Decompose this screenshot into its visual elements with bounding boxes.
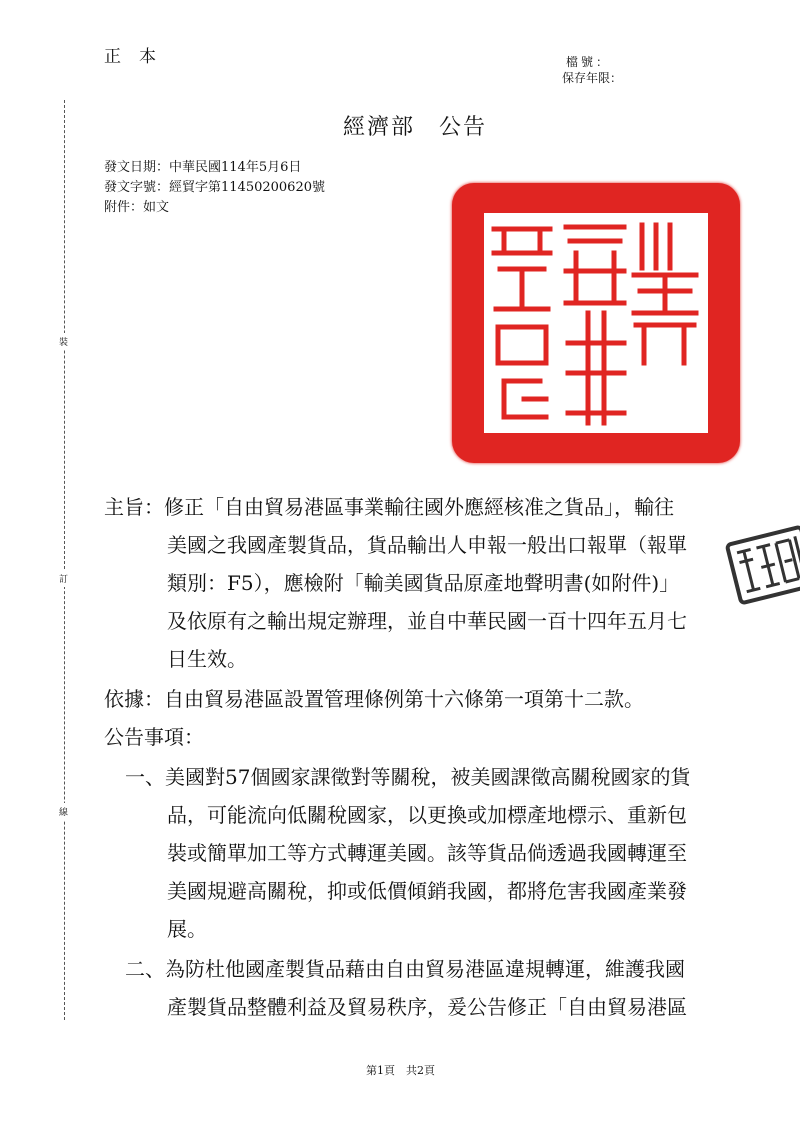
- basis-line: 依據：自由貿易港區設置管理條例第十六條第一項第十二款。: [104, 687, 644, 711]
- binding-mark-zhuang: 裝: [59, 333, 68, 350]
- document-title: 經濟部 公告: [343, 115, 488, 140]
- binding-mark-xian: 線: [59, 803, 68, 820]
- subject-line-2: 美國之我國產製貨品，貨品輸出人申報一般出口報單（報單: [167, 533, 687, 557]
- seal-glyphs-icon: [484, 213, 708, 433]
- attachment-note: 附件：如文: [104, 200, 170, 215]
- copy-label: 正本: [104, 47, 174, 67]
- notice-item-1-line-1: 一、美國對57個國家課徵對等關稅，被美國課徵高關稅國家的貨: [125, 765, 691, 789]
- seal-face: [484, 213, 708, 433]
- file-number-label: 檔號：: [566, 55, 612, 69]
- subject-line-1: 主旨：修正「自由貿易港區事業輸往國外應經核准之貨品」，輸往: [104, 495, 674, 519]
- reference-number: 發文字號：經貿字第11450200620號: [104, 180, 325, 195]
- notice-item-1-line-4: 美國規避高關稅，抑或低價傾銷我國，都將危害我國產業發: [167, 879, 687, 903]
- binding-mark-ding: 訂: [59, 570, 68, 587]
- notice-item-1-line-5: 展。: [167, 917, 207, 941]
- retention-period-label: 保存年限：: [562, 71, 623, 85]
- notice-item-1-line-3: 裝或簡單加工等方式轉運美國。該等貨品倘透過我國轉運至: [167, 841, 687, 865]
- side-stamp-glyphs-icon: [729, 529, 800, 601]
- subject-line-3: 類別：F5），應檢附「輸美國貨品原產地聲明書(如附件)」: [167, 571, 680, 595]
- side-stamp: [724, 524, 800, 605]
- notice-heading: 公告事項：: [104, 725, 204, 749]
- issue-date: 發文日期：中華民國114年5月6日: [104, 160, 302, 175]
- notice-item-2-line-1: 二、為防杜他國產製貨品藉由自由貿易港區違規轉運，維護我國: [125, 957, 685, 981]
- binding-line: [64, 100, 65, 1020]
- page-number: 第1頁 共2頁: [366, 1064, 435, 1077]
- subject-line-5: 日生效。: [167, 647, 247, 671]
- subject-line-4: 及依原有之輸出規定辦理，並自中華民國一百十四年五月七: [167, 609, 687, 633]
- notice-item-1-line-2: 品，可能流向低關稅國家，以更換或加標產地標示、重新包: [167, 803, 687, 827]
- official-seal: [452, 183, 740, 463]
- notice-item-2-line-2: 產製貨品整體利益及貿易秩序，爰公告修正「自由貿易港區: [167, 995, 687, 1019]
